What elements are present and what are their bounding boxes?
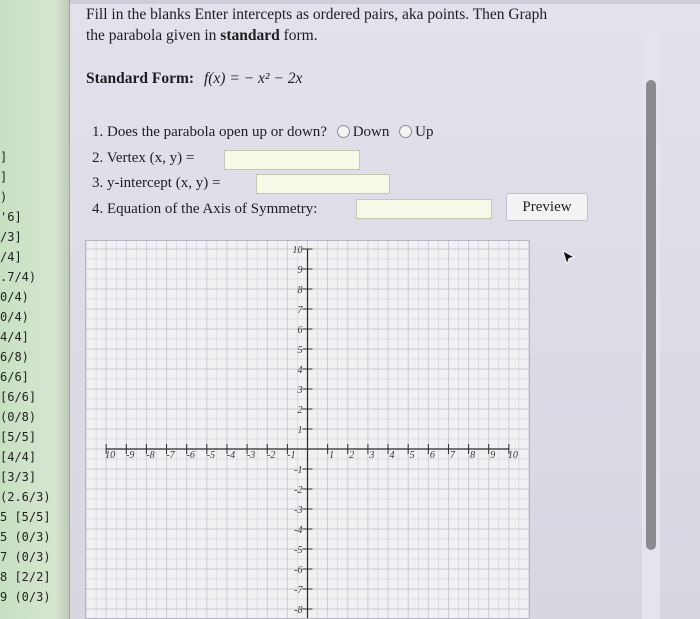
y-tick-label: -7 <box>294 585 303 596</box>
x-tick-label: 7 <box>449 450 455 461</box>
sidebar-score-item[interactable]: 8 [2/2] <box>0 570 51 584</box>
x-tick-label: -8 <box>146 450 155 461</box>
y-tick-label: 6 <box>297 325 303 336</box>
up-radio[interactable] <box>399 125 412 138</box>
sidebar-score-item[interactable]: 5 (0/3) <box>0 530 51 544</box>
sidebar-score-item[interactable]: 0/4) <box>0 290 29 304</box>
sidebar-score-item[interactable]: [4/4] <box>0 450 37 464</box>
sidebar-score-item[interactable]: ] <box>0 150 8 164</box>
x-tick-label: -7 <box>166 450 175 461</box>
sidebar-score-item[interactable]: '6] <box>0 210 22 224</box>
sidebar-score-item[interactable]: 5 [5/5] <box>0 510 51 524</box>
y-tick-label: -1 <box>294 465 303 476</box>
question-4-text: 4. Equation of the Axis of Symmetry: <box>92 201 318 217</box>
sidebar-score-item[interactable]: (2.6/3) <box>0 490 51 504</box>
question-3 <box>92 175 220 192</box>
y-tick-label: 9 <box>297 265 303 276</box>
x-tick-label: -6 <box>186 450 195 461</box>
question-2 <box>92 150 194 167</box>
x-tick-label: -9 <box>126 450 135 461</box>
sidebar-score-item[interactable]: 6/8) <box>0 350 29 364</box>
y-tick-label: -8 <box>294 605 303 616</box>
y-tick-label: 8 <box>297 285 303 296</box>
sidebar-score-item[interactable]: 6/6] <box>0 370 29 384</box>
y-tick-label: 1 <box>297 425 303 436</box>
preview-button[interactable]: Preview <box>506 193 588 221</box>
sidebar-score-item[interactable]: ) <box>0 190 8 204</box>
mouse-pointer-icon <box>562 250 576 266</box>
graph-area[interactable] <box>85 240 530 619</box>
instructions-line-2 <box>86 25 626 46</box>
x-tick-label: 8 <box>470 450 476 461</box>
x-tick-label: -3 <box>246 450 256 461</box>
y-tick-label: 7 <box>297 305 303 316</box>
x-tick-label: 3 <box>369 450 375 461</box>
sidebar-score-item[interactable]: /3] <box>0 230 22 244</box>
y-tick-label: 2 <box>297 405 303 416</box>
sidebar-score-item[interactable]: [3/3] <box>0 470 37 484</box>
y-tick-label: 5 <box>297 345 303 356</box>
standard-form-equation: f(x) = − x² − 2x <box>203 70 303 87</box>
question-1-text: 1. Does the parabola open up or down? <box>92 124 327 140</box>
down-option-label[interactable]: Down <box>352 124 390 140</box>
y-tick-label: -5 <box>294 545 303 556</box>
x-tick-label: 10 <box>507 450 518 461</box>
question-4 <box>92 201 317 218</box>
x-tick-label: -4 <box>226 450 236 461</box>
y-tick-label: 4 <box>297 365 303 376</box>
question-3-text: 3. y-intercept (x, y) = <box>92 175 221 191</box>
sidebar-score-item[interactable]: (0/8) <box>0 410 37 424</box>
instructions-line-1: Fill in the blanks Enter intercepts as ordered pairs, aka points. Then Graph <box>86 6 548 23</box>
instructions-prefix: the parabola given in <box>86 27 221 44</box>
question-1 <box>92 124 433 141</box>
x-tick-label: 6 <box>429 450 435 461</box>
axis-of-symmetry-input[interactable] <box>356 199 492 219</box>
x-tick-label: 9 <box>490 450 496 461</box>
sidebar-score-item[interactable]: 4/4] <box>0 330 29 344</box>
x-tick-label: 10 <box>105 450 116 461</box>
up-option-label[interactable]: Up <box>415 124 434 140</box>
standard-form <box>86 70 302 88</box>
y-tick-label: -2 <box>294 485 303 496</box>
x-tick-label: -1 <box>287 450 296 461</box>
problem-content <box>70 0 700 619</box>
coordinate-plane[interactable] <box>86 241 529 618</box>
x-tick-label: 2 <box>349 450 355 461</box>
y-tick-label: -4 <box>294 525 303 536</box>
sidebar-score-item[interactable]: ] <box>0 170 8 184</box>
y-intercept-input[interactable] <box>256 174 390 194</box>
x-tick-label: -2 <box>267 450 276 461</box>
sidebar-score-item[interactable]: 0/4) <box>0 310 29 324</box>
problem-list-sidebar <box>0 0 70 619</box>
x-tick-label: 4 <box>389 450 395 461</box>
scrollbar-thumb[interactable] <box>646 80 656 550</box>
vertex-input[interactable] <box>224 150 360 170</box>
sidebar-score-item[interactable]: .7/4) <box>0 270 37 284</box>
sidebar-score-item[interactable]: [5/5] <box>0 430 37 444</box>
sidebar-score-item[interactable]: 7 (0/3) <box>0 550 51 564</box>
sidebar-score-item[interactable]: /4] <box>0 250 22 264</box>
sidebar-score-item[interactable]: [6/6] <box>0 390 37 404</box>
x-tick-label: -5 <box>206 450 215 461</box>
sidebar-score-item[interactable]: 9 (0/3) <box>0 590 51 604</box>
instructions-bold: standard <box>220 27 280 44</box>
y-tick-label: -6 <box>294 565 303 576</box>
question-2-text: 2. Vertex (x, y) = <box>92 150 195 166</box>
y-tick-label: 10 <box>292 245 303 256</box>
standard-form-label: Standard Form: <box>86 70 195 87</box>
y-tick-label: -3 <box>294 505 303 516</box>
x-tick-label: 5 <box>409 450 415 461</box>
y-tick-label: 3 <box>297 385 303 396</box>
x-tick-label: 1 <box>329 450 335 461</box>
instructions <box>86 4 626 46</box>
down-radio[interactable] <box>337 125 350 138</box>
instructions-suffix: form. <box>279 27 318 44</box>
